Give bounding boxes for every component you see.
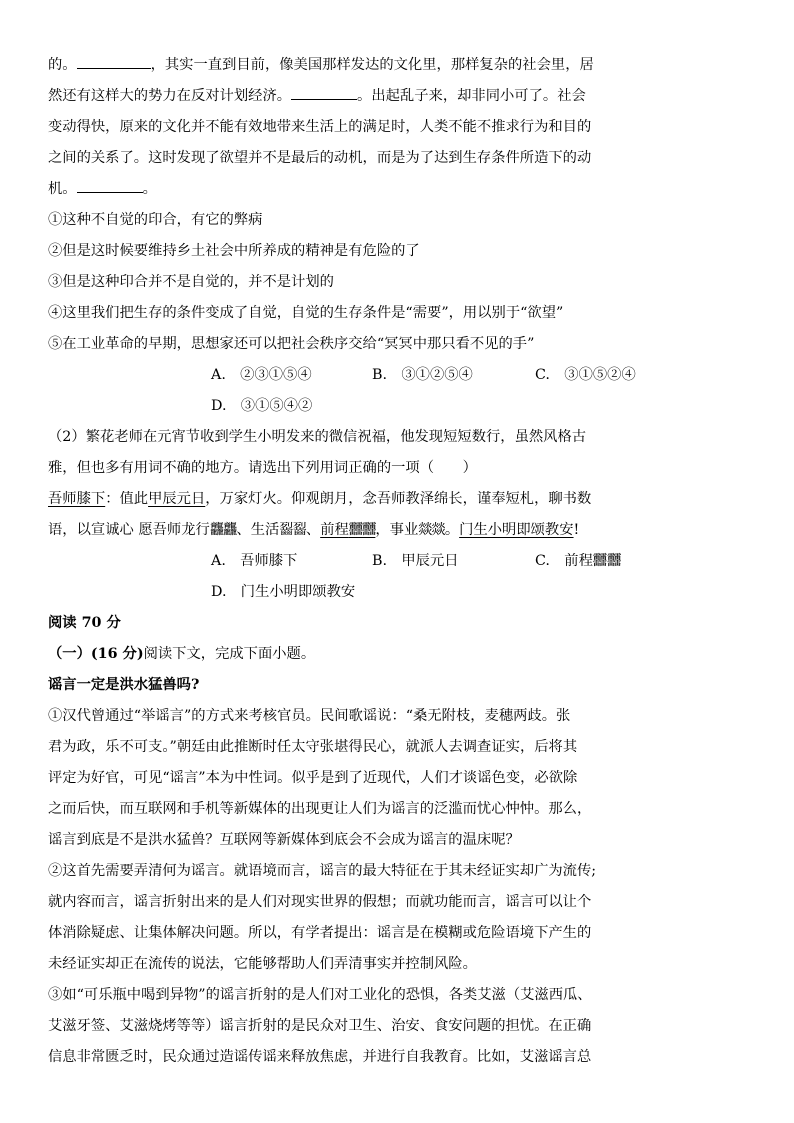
- underlined-phrase: 吾师膝下: [48, 491, 106, 507]
- article-line: 未经证实却正在流传的说法，它能够帮助人们弄清事实并控制风险。: [48, 956, 477, 972]
- question-stem: 雅，但也多有用词不确的地方。请选出下列用词正确的一项（ ）: [48, 460, 477, 476]
- rare-character: 燚燚: [418, 522, 445, 538]
- text: ，事业: [375, 522, 419, 538]
- article-line: ②这首先需要弄清何为谣言。就语境而言，谣言的最大特征在于其未经证实却广为流传;: [48, 863, 597, 879]
- passage-line: 之间的关系了。这时发现了欲望并不是最后的动机，而是为了达到生存条件所造下的动: [48, 150, 592, 166]
- subsection-label: （一）(16 分): [48, 646, 144, 662]
- text: 、生活: [236, 522, 280, 538]
- underlined-phrase: 甲辰元日: [148, 491, 206, 507]
- option-d[interactable]: D. 门生小明即颂教安: [211, 584, 356, 600]
- underlined-phrase: [320, 522, 375, 538]
- subsection-instruction: 阅读下文，完成下面小题。: [143, 646, 316, 662]
- article-line: 体消除疑虑、让集体解决问题。所以，有学者提出：谣言是在模糊或危险语境下产生的: [48, 925, 592, 941]
- article-line: 评定为好官，可见“谣言”本为中性词。似乎是到了近现代，人们才谈谣色变，必欲除: [48, 770, 578, 786]
- text: ，其实一直到目前，像美国那样发达的文化里，那样复杂的社会里，居: [150, 57, 594, 73]
- text: 、: [305, 522, 321, 538]
- document-content: [48, 50, 658, 1073]
- article-line: 就内容而言，谣言折射出来的是人们对现实世界的假想；而就功能而言，谣言可以让个: [48, 894, 592, 910]
- text: 。: [142, 181, 157, 197]
- passage-line: [48, 174, 658, 205]
- question-stem: （2）繁花老师在元宵节收到学生小明发来的微信祝福，他发现短短数行，虽然风格古: [48, 429, 587, 445]
- statement-item: ②但是这时候要维持乡土社会中所养成的精神是有危险的了: [48, 243, 420, 259]
- statement-item: ④这里我们把生存的条件变成了自觉，自觉的生存条件是“需要”，用以别于“欲望”: [48, 305, 564, 321]
- message-line: [48, 515, 658, 546]
- article-line: ③如“可乐瓶中喝到异物”的谣言折射的是人们对工业化的恐惧，各类艾滋（艾滋西瓜、: [48, 987, 592, 1003]
- rare-character: 䨻䨻: [348, 522, 376, 538]
- option-b[interactable]: B. ③①②⑤④: [372, 367, 473, 383]
- answer-options-row: [48, 546, 658, 577]
- subsection-heading: [48, 639, 658, 670]
- option-d[interactable]: D. ③①⑤④②: [211, 398, 313, 414]
- option-b[interactable]: B. 甲辰元日: [372, 553, 459, 569]
- article-line: ①汉代曾通过“举谣言”的方式来考核官员。民间歌谣说：“桑无附枝，麦穗两歧。张: [48, 708, 571, 724]
- statement-item: ③但是这种印合并不是自觉的，并不是计划的: [48, 274, 334, 290]
- answer-blank: [77, 68, 151, 69]
- article-line: 谣言到底是不是洪水猛兽？互联网等新媒体到底会不会成为谣言的温床呢？: [48, 832, 520, 848]
- rare-character: 龘龘: [209, 522, 237, 538]
- passage-line: 变动得快，原来的文化并不能有效地带来生活上的满足时，人类不能不推求行为和目的: [48, 119, 592, 135]
- statement-item: ⑤在工业革命的早期，思想家还可以把社会秩序交给“冥冥中那只看不见的手”: [48, 336, 535, 352]
- option-c[interactable]: C. ③①⑤②④: [535, 367, 636, 383]
- text: 的。: [48, 57, 77, 73]
- text: ，万家灯火。仰观朗月，念吾师教泽绵长，谨奉短札，聊书数: [205, 491, 592, 507]
- text: ：值此: [105, 491, 149, 507]
- underlined-phrase: 门生小明即颂教安: [459, 522, 574, 538]
- section-heading: 阅读 70 分: [48, 615, 121, 631]
- rare-character: 䶛䶛: [279, 522, 306, 538]
- answer-blank: [77, 192, 143, 193]
- option-c[interactable]: C. 前程䨻䨻: [535, 553, 622, 569]
- statement-item: ①这种不自觉的印合，有它的弊病: [48, 212, 263, 228]
- article-title: 谣言一定是洪水猛兽吗?: [48, 677, 200, 693]
- text: 。出起乱子来，却非同小可了。社会: [357, 88, 586, 104]
- text: !: [573, 522, 580, 538]
- answer-blank: [291, 99, 357, 100]
- answer-options-row: [48, 360, 658, 391]
- passage-line: [48, 50, 658, 81]
- text: 语，以宣诚心 愿吾师龙行: [48, 522, 210, 538]
- answer-options-row: [48, 391, 658, 422]
- answer-options-row: [48, 577, 658, 608]
- article-line: 信息非常匮乏时，民众通过造谣传谣来释放焦虑，并进行自我教育。比如，艾滋谣言总: [48, 1049, 592, 1065]
- article-line: 艾滋牙签、艾滋烧烤等等）谣言折射的是民众对卫生、治安、食安问题的担忧。在正确: [48, 1018, 592, 1034]
- message-line: [48, 484, 658, 515]
- passage-line: [48, 81, 658, 112]
- option-a[interactable]: A. 吾师膝下: [211, 553, 298, 569]
- text: 然还有这样大的势力在反对计划经济。: [48, 88, 292, 104]
- text: 前程: [320, 522, 349, 538]
- article-line: 君为政，乐不可支。”朝廷由此推断时任太守张堪得民心，就派人去调查证实，后将其: [48, 739, 578, 755]
- text: 机。: [48, 181, 77, 197]
- option-a[interactable]: A. ②③①⑤④: [211, 367, 312, 383]
- text: 。: [444, 522, 460, 538]
- article-line: 之而后快，而互联网和手机等新媒体的出现更让人们为谣言的泛滥而忧心忡忡。那么，: [48, 801, 592, 817]
